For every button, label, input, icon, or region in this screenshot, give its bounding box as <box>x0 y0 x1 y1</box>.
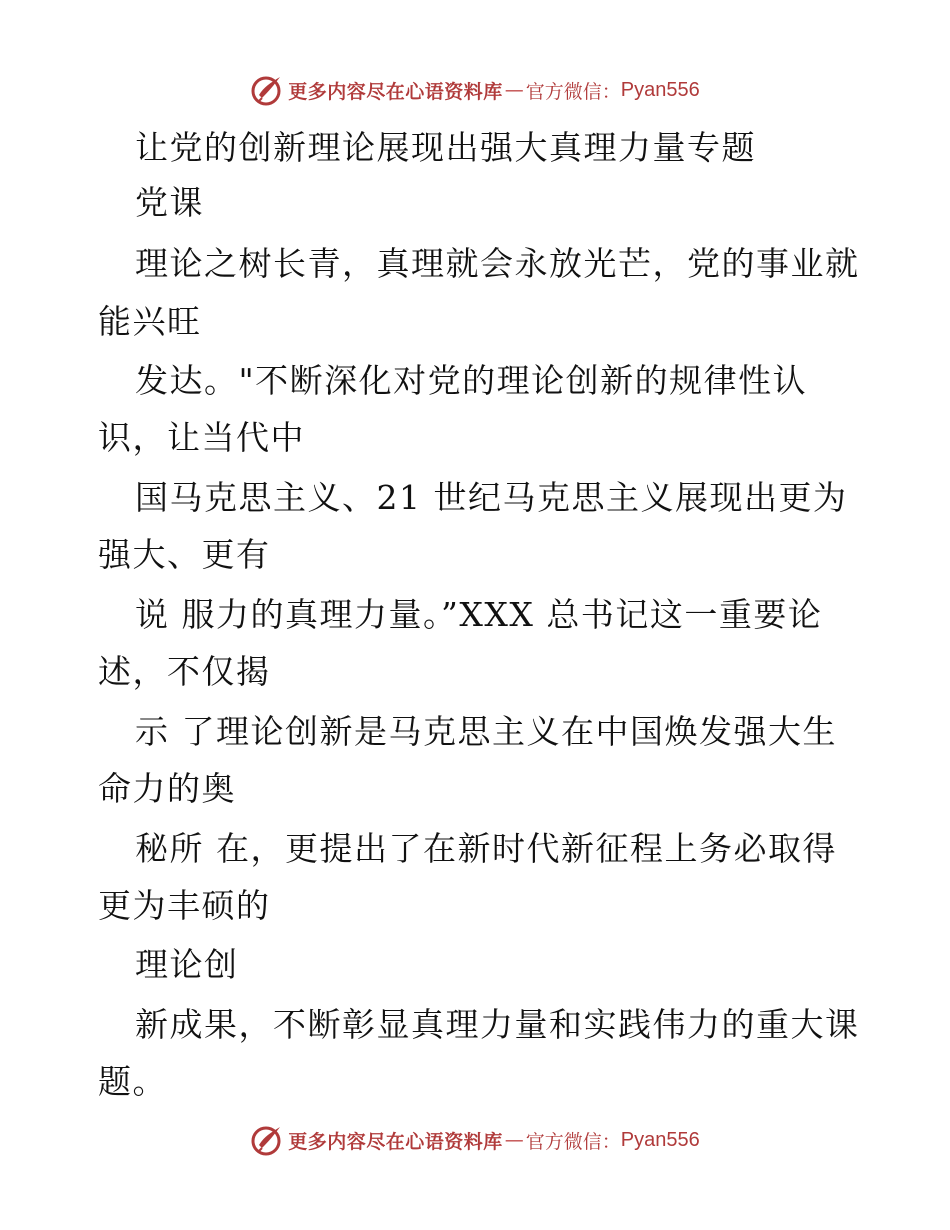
body-line: 述，不仅揭 <box>98 652 271 691</box>
watermark-site-text: 更多内容尽在心语资料库 <box>288 80 503 103</box>
body-line: 新成果，不断彰显真理力量和实践伟力的重大课 <box>135 1005 860 1044</box>
watermark-dash: — <box>504 1129 524 1151</box>
body-line: 国马克思主义、21 世纪马克思主义展现出更为 <box>135 478 848 517</box>
body-line: 更为丰硕的 <box>98 886 271 925</box>
body-line: 理论之树长青，真理就会永放光芒，党的事业就 <box>135 244 860 283</box>
body-line: 能兴旺 <box>98 302 202 341</box>
watermark-site-text: 更多内容尽在心语资料库 <box>288 1130 503 1153</box>
footer-watermark-banner <box>0 1120 950 1160</box>
red-quill-logo-icon <box>250 73 284 107</box>
body-line: 发达。"不断深化对党的理论创新的规律性认 <box>135 361 808 400</box>
body-line: 党课 <box>135 183 204 222</box>
body-line: 命力的奥 <box>98 769 236 808</box>
body-line: 示 了理论创新是马克思主义在中国焕发强大生 <box>135 712 837 751</box>
body-line: 秘所 在，更提出了在新时代新征程上务必取得 <box>135 829 837 868</box>
body-line: 强大、更有 <box>98 535 271 574</box>
header-watermark-banner <box>0 70 950 110</box>
body-line: 理论创 <box>135 945 239 984</box>
body-line: 识，让当代中 <box>98 418 305 457</box>
body-line: 说 服力的真理力量。”XXX 总书记这一重要论 <box>135 595 823 634</box>
watermark-wechat-label: 官方微信： <box>525 1130 621 1153</box>
red-quill-logo-icon <box>250 1123 284 1157</box>
body-line: 题。 <box>98 1062 167 1101</box>
watermark-dash: — <box>504 79 524 101</box>
watermark-wechat-label: 官方微信： <box>525 80 621 103</box>
watermark-wechat-id: Pyan556 <box>620 1128 700 1151</box>
watermark-wechat-id: Pyan556 <box>620 78 700 101</box>
body-line: 让党的创新理论展现出强大真理力量专题 <box>135 128 756 167</box>
